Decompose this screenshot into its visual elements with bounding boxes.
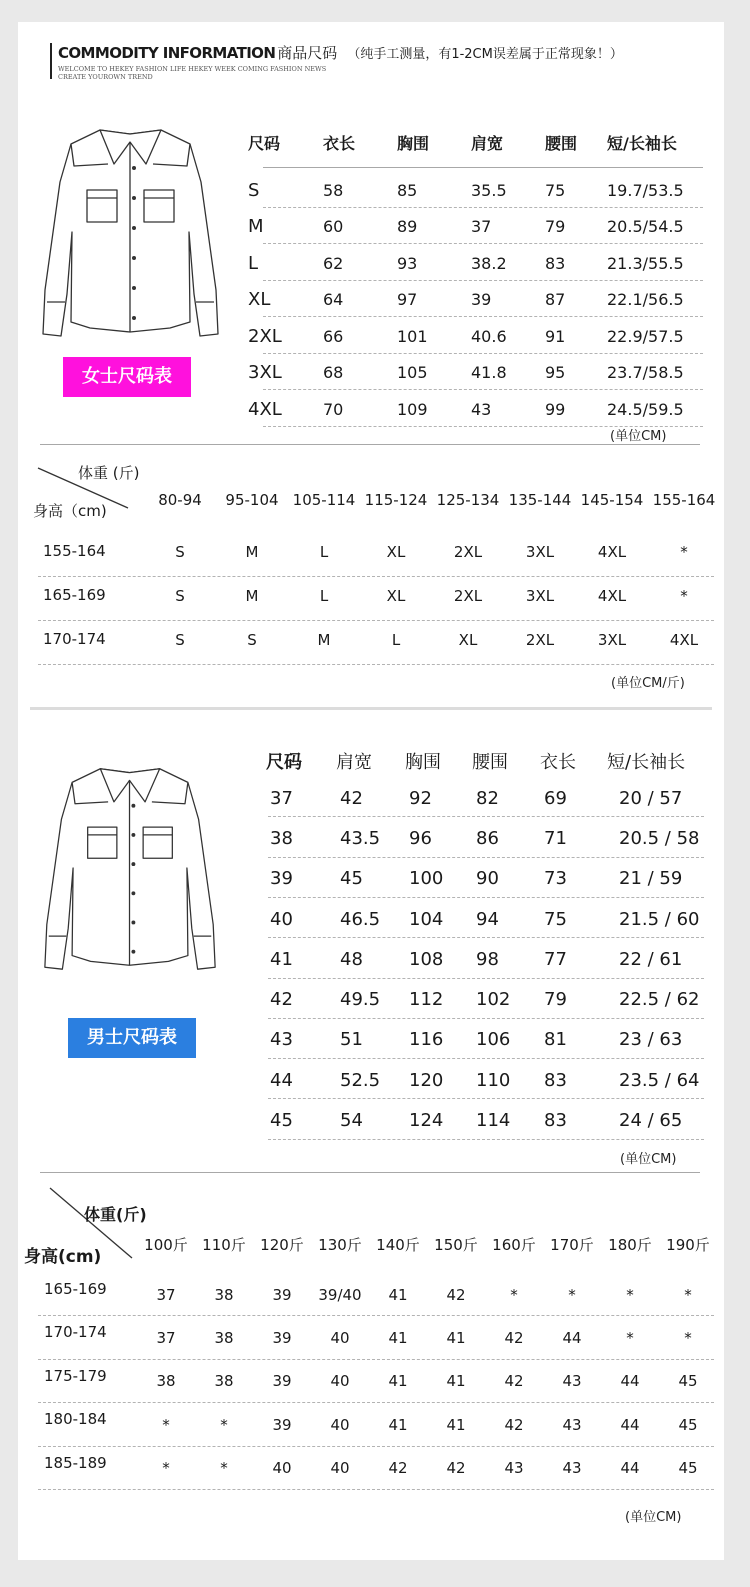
table-cell: 23.7/58.5 (607, 363, 684, 383)
ref-size: 45 (678, 1415, 698, 1434)
row-divider (268, 1058, 704, 1059)
row-divider (268, 816, 704, 817)
table-cell: 22.5 / 62 (619, 989, 700, 1011)
ref-size: * (510, 1285, 518, 1304)
ref-size: 44 (562, 1329, 582, 1348)
ref-size: 40 (330, 1372, 350, 1391)
women-column-header: 腰围 (545, 134, 578, 153)
women-ref-weight: 155-164 (652, 491, 716, 509)
table-cell: 43 (471, 399, 492, 419)
row-divider (268, 1018, 704, 1019)
ref-size: 42 (504, 1329, 524, 1348)
table-cell: 45 (340, 868, 363, 890)
ref-size: 42 (388, 1459, 408, 1478)
table-cell: 58 (323, 180, 344, 200)
table-cell: 48 (340, 948, 363, 970)
table-row (137, 1276, 717, 1313)
row-divider (268, 1098, 704, 1099)
table-cell: 51 (340, 1029, 363, 1051)
ref-size: 45 (678, 1372, 698, 1391)
table-row (144, 620, 718, 660)
table-cell: 43 (270, 1029, 293, 1051)
ref-size: 40 (272, 1459, 292, 1478)
table-cell: 35.5 (471, 180, 507, 200)
women-ref-weight: 125-134 (436, 491, 500, 509)
row-divider (263, 280, 703, 281)
table-cell: 20 / 57 (619, 787, 683, 809)
men-column-header: 腰围 (472, 752, 508, 773)
men-column-header: 胸围 (405, 752, 441, 773)
table-cell: 83 (544, 1069, 567, 1091)
row-divider (38, 664, 714, 665)
ref-size: 2XL (453, 587, 483, 605)
table-cell: 42 (340, 787, 363, 809)
page-header (58, 42, 623, 63)
men-ref-height-label: 身高(cm) (24, 1247, 102, 1267)
women-ref-weight: 95-104 (225, 491, 279, 509)
table-cell: 66 (323, 326, 344, 346)
ref-size: 42 (504, 1415, 524, 1434)
table-cell: 73 (544, 868, 567, 890)
table-cell: 64 (323, 290, 344, 310)
header-title-en: COMMODITY INFORMATION (58, 44, 276, 62)
table-cell: 19.7/53.5 (607, 180, 684, 200)
table-cell: 40.6 (471, 326, 507, 346)
table-row (270, 899, 706, 939)
ref-size: 40 (330, 1415, 350, 1434)
table-cell: 24.5/59.5 (607, 399, 684, 419)
table-row (144, 532, 718, 572)
row-divider (263, 353, 703, 354)
ref-size: * (220, 1459, 228, 1478)
ref-size: 3XL (597, 631, 627, 649)
table-row (137, 1363, 717, 1400)
ref-size: 40 (330, 1329, 350, 1348)
ref-size: 43 (562, 1415, 582, 1434)
ref-size: 4XL (597, 543, 627, 561)
ref-size: S (247, 631, 257, 649)
table-cell: 79 (545, 217, 566, 237)
ref-size: 38 (156, 1372, 176, 1391)
ref-size: M (245, 587, 259, 605)
ref-size: 39 (272, 1285, 292, 1304)
ref-size: 43 (504, 1459, 524, 1478)
table-row (137, 1406, 717, 1443)
header-accent-bar (50, 43, 52, 79)
ref-size: 42 (504, 1372, 524, 1391)
table-cell: 37 (270, 787, 293, 809)
table-row (248, 209, 698, 246)
header-note: （纯手工测量，有1-2CM误差属于正常现象！） (347, 47, 623, 62)
ref-size: 44 (620, 1372, 640, 1391)
row-divider (268, 897, 704, 898)
men-ref-weight: 180斤 (608, 1235, 652, 1254)
men-ref-weight: 100斤 (144, 1235, 188, 1254)
row-divider (38, 1315, 714, 1316)
row-divider (263, 243, 703, 244)
ref-size: 41 (388, 1329, 408, 1348)
table-cell: 40 (270, 908, 293, 930)
ref-size: L (319, 587, 329, 605)
men-shirt-illustration (40, 760, 220, 976)
table-row (248, 282, 698, 319)
women-ref-weight: 80-94 (158, 491, 202, 509)
table-cell: 39 (270, 868, 293, 890)
table-row (248, 391, 698, 428)
table-cell: 98 (476, 948, 499, 970)
table-cell: 95 (545, 363, 566, 383)
ref-size: 4XL (597, 587, 627, 605)
table-cell: 105 (397, 363, 428, 383)
women-unit-note: (单位CM) (610, 429, 667, 444)
men-ref-unit-note: (单位CM) (625, 1510, 682, 1525)
ref-size: 4XL (669, 631, 699, 649)
women-column-header: 短/长袖长 (607, 134, 677, 153)
ref-size: * (684, 1329, 692, 1348)
size-chart-page (18, 22, 724, 1560)
ref-size: 41 (446, 1372, 466, 1391)
header-subtitle (58, 65, 326, 81)
ref-height: 170-174 (44, 1323, 107, 1342)
table-row (248, 355, 698, 392)
women-header-divider (263, 167, 703, 168)
table-row (270, 1100, 706, 1140)
ref-height: 180-184 (44, 1410, 107, 1429)
table-cell: 114 (476, 1110, 511, 1132)
gender-section-divider (30, 707, 712, 710)
table-cell: 41.8 (471, 363, 507, 383)
table-cell: 81 (544, 1029, 567, 1051)
table-cell: 85 (397, 180, 418, 200)
table-row (270, 778, 706, 818)
men-size-badge: 男士尺码表 (68, 1018, 196, 1058)
table-row (270, 818, 706, 858)
ref-height: 175-179 (44, 1366, 107, 1385)
table-cell: 75 (545, 180, 566, 200)
women-ref-weight: 105-114 (292, 491, 356, 509)
men-ref-weight: 140斤 (376, 1235, 420, 1254)
ref-size: 40 (330, 1459, 350, 1478)
ref-height: 170-174 (43, 630, 106, 648)
ref-size: L (391, 631, 401, 649)
ref-size: * (626, 1285, 634, 1304)
ref-height: 165-169 (44, 1280, 107, 1298)
table-cell: 116 (409, 1029, 444, 1051)
table-cell: 23 / 63 (619, 1029, 683, 1051)
women-ref-unit-note: (单位CM/斤) (611, 676, 685, 691)
table-cell: 99 (545, 399, 566, 419)
men-column-header: 肩宽 (336, 752, 372, 773)
row-divider (263, 207, 703, 208)
ref-size: * (680, 587, 688, 605)
ref-size: 45 (678, 1459, 698, 1478)
table-cell: 46.5 (340, 908, 381, 930)
men-ref-weight: 170斤 (550, 1235, 594, 1254)
table-cell: 106 (476, 1029, 511, 1051)
table-cell: 49.5 (340, 989, 381, 1011)
ref-size: 38 (214, 1285, 234, 1304)
table-cell: 112 (409, 989, 444, 1011)
table-cell: 43.5 (340, 827, 381, 849)
table-cell: 21.5 / 60 (619, 908, 700, 930)
table-cell: 22.9/57.5 (607, 326, 684, 346)
table-cell: 120 (409, 1069, 444, 1091)
ref-size: XL (386, 543, 406, 561)
table-cell: 96 (409, 827, 432, 849)
table-cell: 124 (409, 1110, 444, 1132)
ref-size: 39/40 (318, 1285, 362, 1304)
table-cell: 94 (476, 908, 499, 930)
men-ref-weight: 190斤 (666, 1235, 710, 1254)
table-cell: 71 (544, 827, 567, 849)
ref-height: 185-189 (44, 1453, 107, 1472)
ref-size: 44 (620, 1459, 640, 1478)
row-divider (268, 937, 704, 938)
table-row (137, 1319, 717, 1356)
ref-size: XL (386, 587, 406, 605)
ref-size: 41 (388, 1372, 408, 1391)
women-size-badge: 女士尺码表 (63, 357, 191, 397)
table-cell: 42 (270, 989, 293, 1011)
ref-size: S (175, 631, 185, 649)
men-column-header: 衣长 (540, 752, 576, 773)
ref-size: S (175, 587, 185, 605)
table-cell: 68 (323, 363, 344, 383)
table-cell: 22.1/56.5 (607, 290, 684, 310)
row-divider (38, 1402, 714, 1403)
men-column-header: 短/长袖长 (607, 752, 686, 773)
ref-size: * (568, 1285, 576, 1304)
row-divider (38, 1489, 714, 1490)
table-cell: 60 (323, 217, 344, 237)
men-ref-weight: 160斤 (492, 1235, 536, 1254)
ref-size: 39 (272, 1372, 292, 1391)
row-divider (268, 1139, 704, 1140)
women-column-header: 尺码 (248, 134, 281, 153)
women-section-divider (40, 444, 700, 445)
table-cell: 2XL (248, 325, 282, 347)
table-cell: 104 (409, 908, 444, 930)
ref-size: * (162, 1415, 170, 1434)
ref-size: 39 (272, 1329, 292, 1348)
table-cell: 108 (409, 948, 444, 970)
men-ref-weight: 150斤 (434, 1235, 478, 1254)
table-cell: 37 (471, 217, 492, 237)
table-cell: 93 (397, 253, 418, 273)
row-divider (38, 1359, 714, 1360)
men-unit-note: (单位CM) (620, 1152, 677, 1167)
row-divider (38, 1446, 714, 1447)
table-cell: 62 (323, 253, 344, 273)
women-ref-weight: 115-124 (364, 491, 428, 509)
table-cell: 41 (270, 948, 293, 970)
men-ref-weight: 120斤 (260, 1235, 304, 1254)
table-cell: 77 (544, 948, 567, 970)
table-cell: 45 (270, 1110, 293, 1132)
table-row (270, 1060, 706, 1100)
ref-size: 41 (388, 1415, 408, 1434)
women-column-header: 衣长 (323, 134, 356, 153)
ref-size: 38 (214, 1372, 234, 1391)
men-section-divider (40, 1172, 700, 1173)
table-cell: 89 (397, 217, 418, 237)
table-row (270, 980, 706, 1020)
table-row (137, 1450, 717, 1487)
men-ref-weight: 130斤 (318, 1235, 362, 1254)
table-cell: 82 (476, 787, 499, 809)
table-cell: 23.5 / 64 (619, 1069, 700, 1091)
row-divider (268, 857, 704, 858)
row-divider (263, 316, 703, 317)
ref-height: 155-164 (43, 542, 106, 560)
women-ref-height-label: 身高（cm) (33, 502, 107, 520)
table-cell: 4XL (248, 398, 282, 420)
table-cell: 87 (545, 290, 566, 310)
women-ref-weight: 135-144 (508, 491, 572, 509)
ref-size: 41 (446, 1329, 466, 1348)
table-row (270, 939, 706, 979)
table-cell: 3XL (248, 362, 282, 384)
table-cell: 22 / 61 (619, 948, 683, 970)
women-column-header: 胸围 (397, 134, 430, 153)
table-cell: 101 (397, 326, 428, 346)
table-cell: 44 (270, 1069, 293, 1091)
table-row (144, 576, 718, 616)
table-cell: 86 (476, 827, 499, 849)
ref-height: 165-169 (43, 586, 106, 604)
men-ref-weight-header (137, 1232, 717, 1256)
ref-size: * (220, 1415, 228, 1434)
table-row (270, 859, 706, 899)
women-ref-weight: 145-154 (580, 491, 644, 509)
ref-size: 37 (156, 1329, 176, 1348)
table-cell: 54 (340, 1110, 363, 1132)
ref-size: 41 (446, 1415, 466, 1434)
ref-size: 3XL (525, 587, 555, 605)
table-row (248, 172, 698, 209)
women-column-header: 肩宽 (471, 134, 504, 153)
ref-size: 43 (562, 1459, 582, 1478)
table-cell: 39 (471, 290, 492, 310)
table-cell: 92 (409, 787, 432, 809)
ref-size: * (626, 1329, 634, 1348)
table-cell: 52.5 (340, 1069, 381, 1091)
ref-size: * (680, 543, 688, 561)
table-cell: 38 (270, 827, 293, 849)
ref-size: * (684, 1285, 692, 1304)
header-sub-line-2: CREATE YOUROWN TREND (58, 73, 153, 81)
table-cell: 20.5 / 58 (619, 827, 700, 849)
men-column-header: 尺码 (266, 752, 302, 773)
ref-size: 42 (446, 1285, 466, 1304)
row-divider (268, 978, 704, 979)
table-cell: 24 / 65 (619, 1110, 683, 1132)
table-cell: L (248, 252, 259, 274)
women-ref-weight-label: 体重 (斤) (78, 464, 140, 482)
table-row (248, 245, 698, 282)
ref-size: 38 (214, 1329, 234, 1348)
table-cell: 21.3/55.5 (607, 253, 684, 273)
table-cell: 91 (545, 326, 566, 346)
table-cell: 100 (409, 868, 444, 890)
table-cell: 70 (323, 399, 344, 419)
table-cell: 75 (544, 908, 567, 930)
table-cell: 69 (544, 787, 567, 809)
ref-size: XL (458, 631, 478, 649)
men-ref-weight: 110斤 (202, 1235, 246, 1254)
ref-size: 37 (156, 1285, 176, 1304)
table-cell: 21 / 59 (619, 868, 683, 890)
ref-size: 44 (620, 1415, 640, 1434)
ref-size: 3XL (525, 543, 555, 561)
women-ref-weight-header (144, 488, 718, 512)
table-cell: 102 (476, 989, 511, 1011)
ref-size: * (162, 1459, 170, 1478)
header-title-cn: 商品尺码 (277, 44, 338, 62)
table-row (248, 318, 698, 355)
women-table-header (248, 131, 698, 155)
header-sub-line-1: WELCOME TO HEKEY FASHION LIFE HEKEY WEEK COMING FASHION NEWS (58, 65, 327, 73)
table-cell: S (248, 179, 260, 201)
table-cell: M (248, 216, 264, 238)
table-cell: 79 (544, 989, 567, 1011)
table-cell: 109 (397, 399, 428, 419)
ref-size: 43 (562, 1372, 582, 1391)
ref-size: 2XL (453, 543, 483, 561)
women-shirt-illustration (38, 122, 223, 342)
table-cell: 83 (544, 1110, 567, 1132)
men-table-header (266, 748, 706, 772)
table-cell: XL (248, 289, 271, 311)
ref-size: L (319, 543, 329, 561)
ref-size: S (175, 543, 185, 561)
ref-size: 2XL (525, 631, 555, 649)
men-ref-weight-label: 体重(斤) (84, 1205, 147, 1224)
row-divider (263, 389, 703, 390)
table-row (270, 1020, 706, 1060)
table-cell: 38.2 (471, 253, 507, 273)
ref-size: M (245, 543, 259, 561)
ref-size: 41 (388, 1285, 408, 1304)
table-cell: 110 (476, 1069, 511, 1091)
table-cell: 83 (545, 253, 566, 273)
ref-size: 39 (272, 1415, 292, 1434)
table-cell: 20.5/54.5 (607, 217, 684, 237)
ref-size: 42 (446, 1459, 466, 1478)
table-cell: 97 (397, 290, 418, 310)
table-cell: 90 (476, 868, 499, 890)
ref-size: M (317, 631, 331, 649)
